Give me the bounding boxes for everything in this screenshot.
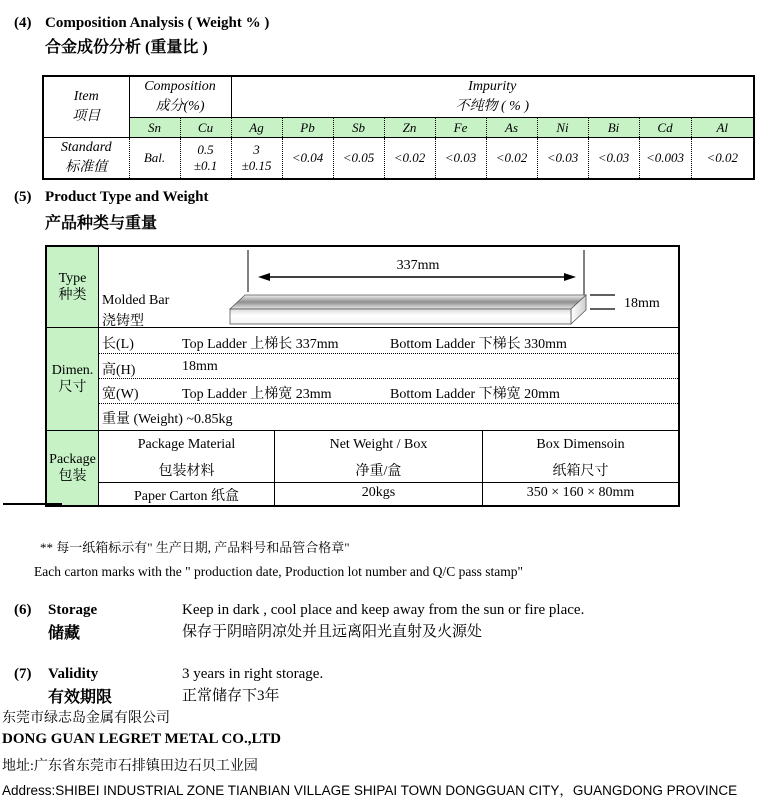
divider (99, 482, 678, 483)
company-address-en: Address:SHIBEI INDUSTRIAL ZONE TIANBIAN VILLAGE SHIPAI TOWN DONGGUAN CITY，GUANGDONG PROVINCE (2, 783, 738, 798)
length-dimension-label: 337mm (396, 258, 440, 273)
molded-bar-drawing (98, 247, 678, 327)
storage-text-zh: 保存于阴暗阴凉处并且远离阳光直射及火源处 (182, 624, 483, 640)
standard-label-zh: 标准值 (65, 160, 108, 175)
element-symbol: Ni (537, 118, 588, 138)
section7-title-en: Validity (48, 666, 99, 682)
composition-table (42, 75, 755, 180)
section5-title-zh: 产品种类与重量 (45, 215, 158, 232)
type-label-en: Type (58, 271, 87, 286)
package-header-dimension-zh: 纸箱尺寸 (552, 464, 609, 479)
element-symbol: Sn (129, 118, 180, 138)
validity-text-en: 3 years in right storage. (182, 666, 324, 682)
package-value-weight: 20kgs (361, 485, 396, 500)
element-symbol: Zn (384, 118, 435, 138)
package-header-material-zh: 包装材料 (158, 464, 215, 479)
element-symbol: Al (691, 118, 754, 138)
footnote-separator (3, 503, 62, 505)
package-label-zh: 包装 (58, 469, 87, 484)
storage-text-en: Keep in dark , cool place and keep away from the sun or fire place. (182, 602, 585, 618)
type-label-zh: 种类 (58, 288, 87, 303)
composition-header-cell (129, 76, 231, 118)
value-cell: <0.05 (333, 138, 384, 180)
section5-title-en: Product Type and Weight (45, 189, 209, 205)
bar-top-face (230, 295, 586, 309)
element-symbol: Cd (639, 118, 691, 138)
element-symbol: Bi (588, 118, 639, 138)
standard-label-en: Standard (60, 140, 112, 155)
arrowhead-left (258, 273, 270, 281)
product-name-en: Molded Bar (102, 293, 170, 308)
section6-number: (6) (14, 602, 32, 618)
dimen-val-width-bottom: Bottom Ladder 下梯宽 20mm (390, 387, 560, 402)
package-value-dimension: 350 × 160 × 80mm (526, 485, 635, 500)
dimen-val-width-top: Top Ladder 上梯宽 23mm (182, 387, 332, 402)
company-address-zh: 地址:广东省东莞市石排镇田边石贝工业园 (2, 759, 258, 774)
package-header-material-en: Package Material (137, 437, 236, 452)
value-cell: <0.02 (384, 138, 435, 180)
value-cell: <0.03 (588, 138, 639, 180)
dimen-key-weight: 重量 (Weight) ~0.85kg (102, 412, 233, 427)
section4-title-zh: 合金成份分析 (重量比 ) (45, 39, 208, 56)
element-symbol: As (486, 118, 537, 138)
impurity-header-zh: 不纯物 ( % ) (455, 99, 530, 114)
product-name-zh: 浇铸型 (102, 314, 144, 329)
section7-title-zh: 有效期限 (48, 689, 113, 706)
element-symbol: Fe (435, 118, 486, 138)
package-header-dimension-en: Box Dimensoin (536, 437, 625, 452)
package-header-weight-zh: 净重/盒 (355, 464, 402, 479)
package-header-weight-en: Net Weight / Box (329, 437, 428, 452)
height-dimension-label: 18mm (624, 296, 660, 311)
dimen-label-cell (47, 328, 99, 431)
dimen-label-en: Dimen. (51, 363, 94, 378)
element-symbol: Pb (282, 118, 333, 138)
item-header-cell (43, 76, 129, 138)
standard-values-row (43, 138, 754, 180)
dimen-key-width: 宽(W) (102, 387, 139, 402)
element-symbol: Sb (333, 118, 384, 138)
element-symbols-row (43, 118, 754, 138)
value-cell: 0.5 ±0.1 (180, 138, 231, 180)
bar-front-face (230, 309, 571, 324)
composition-header-en: Composition (144, 79, 216, 94)
item-header-zh: 项目 (72, 109, 101, 124)
arrowhead-right (564, 273, 576, 281)
package-value-material: Paper Carton 纸盒 (134, 489, 239, 504)
value-cell: <0.02 (486, 138, 537, 180)
standard-row-label (43, 138, 129, 180)
dimen-label-zh: 尺寸 (58, 380, 87, 395)
value-cell: <0.04 (282, 138, 333, 180)
element-symbol: Ag (231, 118, 282, 138)
carton-note-zh: ** 每一纸箱标示有" 生产日期, 产品料号和品管合格章" (40, 540, 350, 555)
value-cell: 3 ±0.15 (231, 138, 282, 180)
value-cell: <0.02 (691, 138, 754, 180)
element-symbol: Cu (180, 118, 231, 138)
item-header-en: Item (73, 89, 99, 104)
impurity-header-en: Impurity (468, 79, 517, 94)
validity-text-zh: 正常储存下3年 (182, 688, 280, 704)
section4-number: (4) (14, 15, 32, 31)
dimen-key-height: 高(H) (102, 363, 136, 378)
dimen-val-height: 18mm (182, 359, 218, 374)
section6-title-zh: 储藏 (48, 625, 81, 642)
dimen-val-length-bottom: Bottom Ladder 下梯长 330mm (390, 337, 567, 352)
section6-title-en: Storage (48, 602, 98, 618)
dimen-val-length-top: Top Ladder 上梯长 337mm (182, 337, 339, 352)
divider (99, 430, 678, 431)
dotted-divider (99, 353, 678, 354)
value-cell: <0.03 (435, 138, 486, 180)
composition-header-zh: 成分(%) (155, 99, 205, 114)
carton-note-en: Each carton marks with the " production date, Production lot number and Q/C pass stamp" (34, 564, 524, 579)
package-label-cell (47, 431, 99, 505)
divider (99, 327, 678, 328)
dimen-key-length: 长(L) (102, 337, 134, 352)
section7-number: (7) (14, 666, 32, 682)
company-name-en: DONG GUAN LEGRET METAL CO.,LTD (2, 731, 281, 747)
company-name-zh: 东莞市绿志岛金属有限公司 (2, 711, 170, 726)
impurity-header-cell (231, 76, 754, 118)
product-table (45, 245, 680, 507)
type-label-cell (47, 247, 99, 328)
dotted-divider (99, 403, 678, 404)
value-cell: Bal. (129, 138, 180, 180)
dotted-divider (99, 378, 678, 379)
package-label-en: Package (49, 452, 96, 467)
section4-title-en: Composition Analysis ( Weight % ) (45, 15, 270, 31)
value-cell: <0.003 (639, 138, 691, 180)
value-cell: <0.03 (537, 138, 588, 180)
section5-number: (5) (14, 189, 32, 205)
